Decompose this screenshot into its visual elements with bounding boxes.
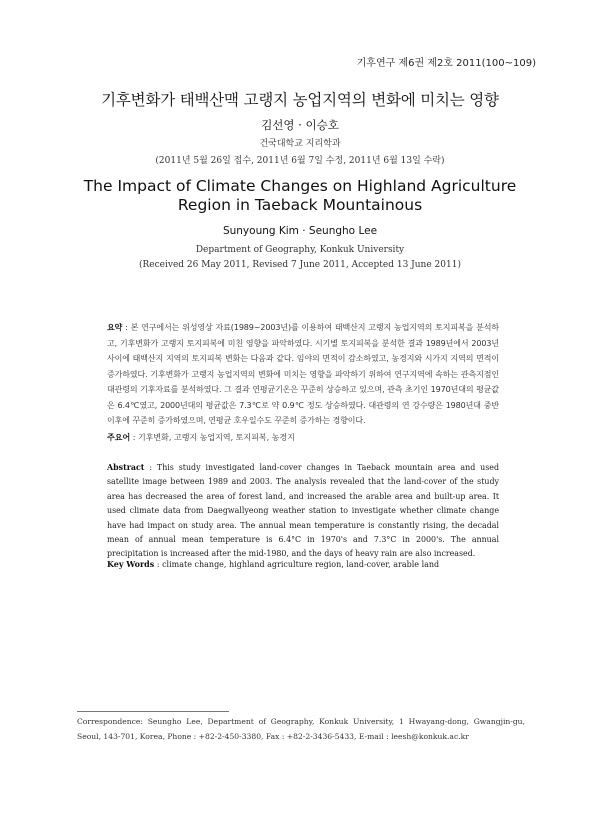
- footnote-divider: [77, 711, 229, 712]
- korean-keywords-label: 주요어: [107, 433, 131, 442]
- korean-affiliation: 건국대학교 지리학과: [259, 139, 341, 149]
- english-abstract: [107, 461, 499, 562]
- english-submission-dates: (Received 26 May 2011, Revised 7 June 2011, Accepted 13 June 2011): [139, 260, 461, 270]
- english-affiliation: Department of Geography, Konkuk University: [195, 245, 405, 255]
- korean-title: 기후변화가 태백산맥 고랭지 농업지역의 변화에 미치는 영향: [101, 91, 499, 109]
- journal-reference: 기후연구 제6권 제2호 2011(100~109): [356, 58, 536, 69]
- korean-abstract: [107, 320, 499, 429]
- korean-keywords: [107, 432, 499, 444]
- korean-abstract-text: : 본 연구에서는 위성영상 자료(1989~2003년)를 이용하여 태백산지 고랭지 농업지역의 토지피복을 분석하고, 기후변화가 고랭지 토지피복에 미친 영향을 파악하였다. 시기별 토지피복을 분석한 결과 1989년에서 2003년 사이에 태백산지 지역의 토지피복 변화는 다음과 같다. 임야의 면적이 감소하였고, 농경지와 시가지 지역의 면적이 증가하였다. 기후변화가 고랭지 농업지역의 변화에 미치는 영향을 파악하기 위하여 연구지역에 속하는 관측지점인 대관령의 기후자료를 분석하였다. 그 결과 연평균기온은 꾸준히 상승하고 있으며, 관측 초기인 1970년대의 평균값은 6.4℃였고, 2000년대의 평균값은 7.3℃로 약 0.9℃ 정도 상승하였다. 대관령의 연 강수량은 1980년대 중반 이후에 꾸준히 증가하였으며, 연평균 호우일수도 꾸준히 증가하는 경향이다.: [107, 323, 499, 425]
- korean-keywords-text: : 기후변화, 고랭지 농업지역, 토지피복, 농경지: [130, 433, 295, 442]
- korean-authors: 김선영 · 이승호: [261, 118, 339, 132]
- correspondence-footnote: Correspondence: Seungho Lee, Department of Geography, Konkuk University, 1 Hwayang-dong, Gwangjin-gu, Seoul, 143-701, Korea, Phone : +82-2-450-3380, Fax : +82-2-3436-5433, E-mail : leesh@konkuk.ac.kr: [77, 717, 525, 741]
- english-keywords: [107, 558, 499, 571]
- english-keywords-label: Key Words: [107, 559, 155, 569]
- english-authors: Sunyoung Kim · Seungho Lee: [222, 225, 378, 237]
- english-abstract-label: Abstract: [107, 463, 145, 472]
- korean-abstract-label: 요약: [107, 323, 123, 332]
- english-abstract-text: : This study investigated land-cover changes in Taeback mountain area and used satellite image between 1989 and 2003. The analysis revealed that the land-cover of the study area has decreased the area of forest land, and increased the arable area and built-up area. It used climate data from Daegwallyeong weather station to investigate whether climate change have had impact on study area. The annual mean temperature is constantly rising, the decadal mean of annual mean temperature is 6.4°C in 1970's and 7.3°C in 2000's. The annual precipitation is increased after the mid-1980, and the days of heavy rain are also increased.: [107, 463, 499, 559]
- korean-submission-dates: (2011년 5월 26일 접수, 2011년 6월 7일 수정, 2011년 6월 13일 수락): [155, 156, 445, 166]
- english-keywords-text: : climate change, highland agriculture region, land-cover, arable land: [154, 560, 440, 569]
- english-title: The Impact of Climate Changes on Highland Agriculture Region in Taeback Mountainous: [83, 177, 517, 214]
